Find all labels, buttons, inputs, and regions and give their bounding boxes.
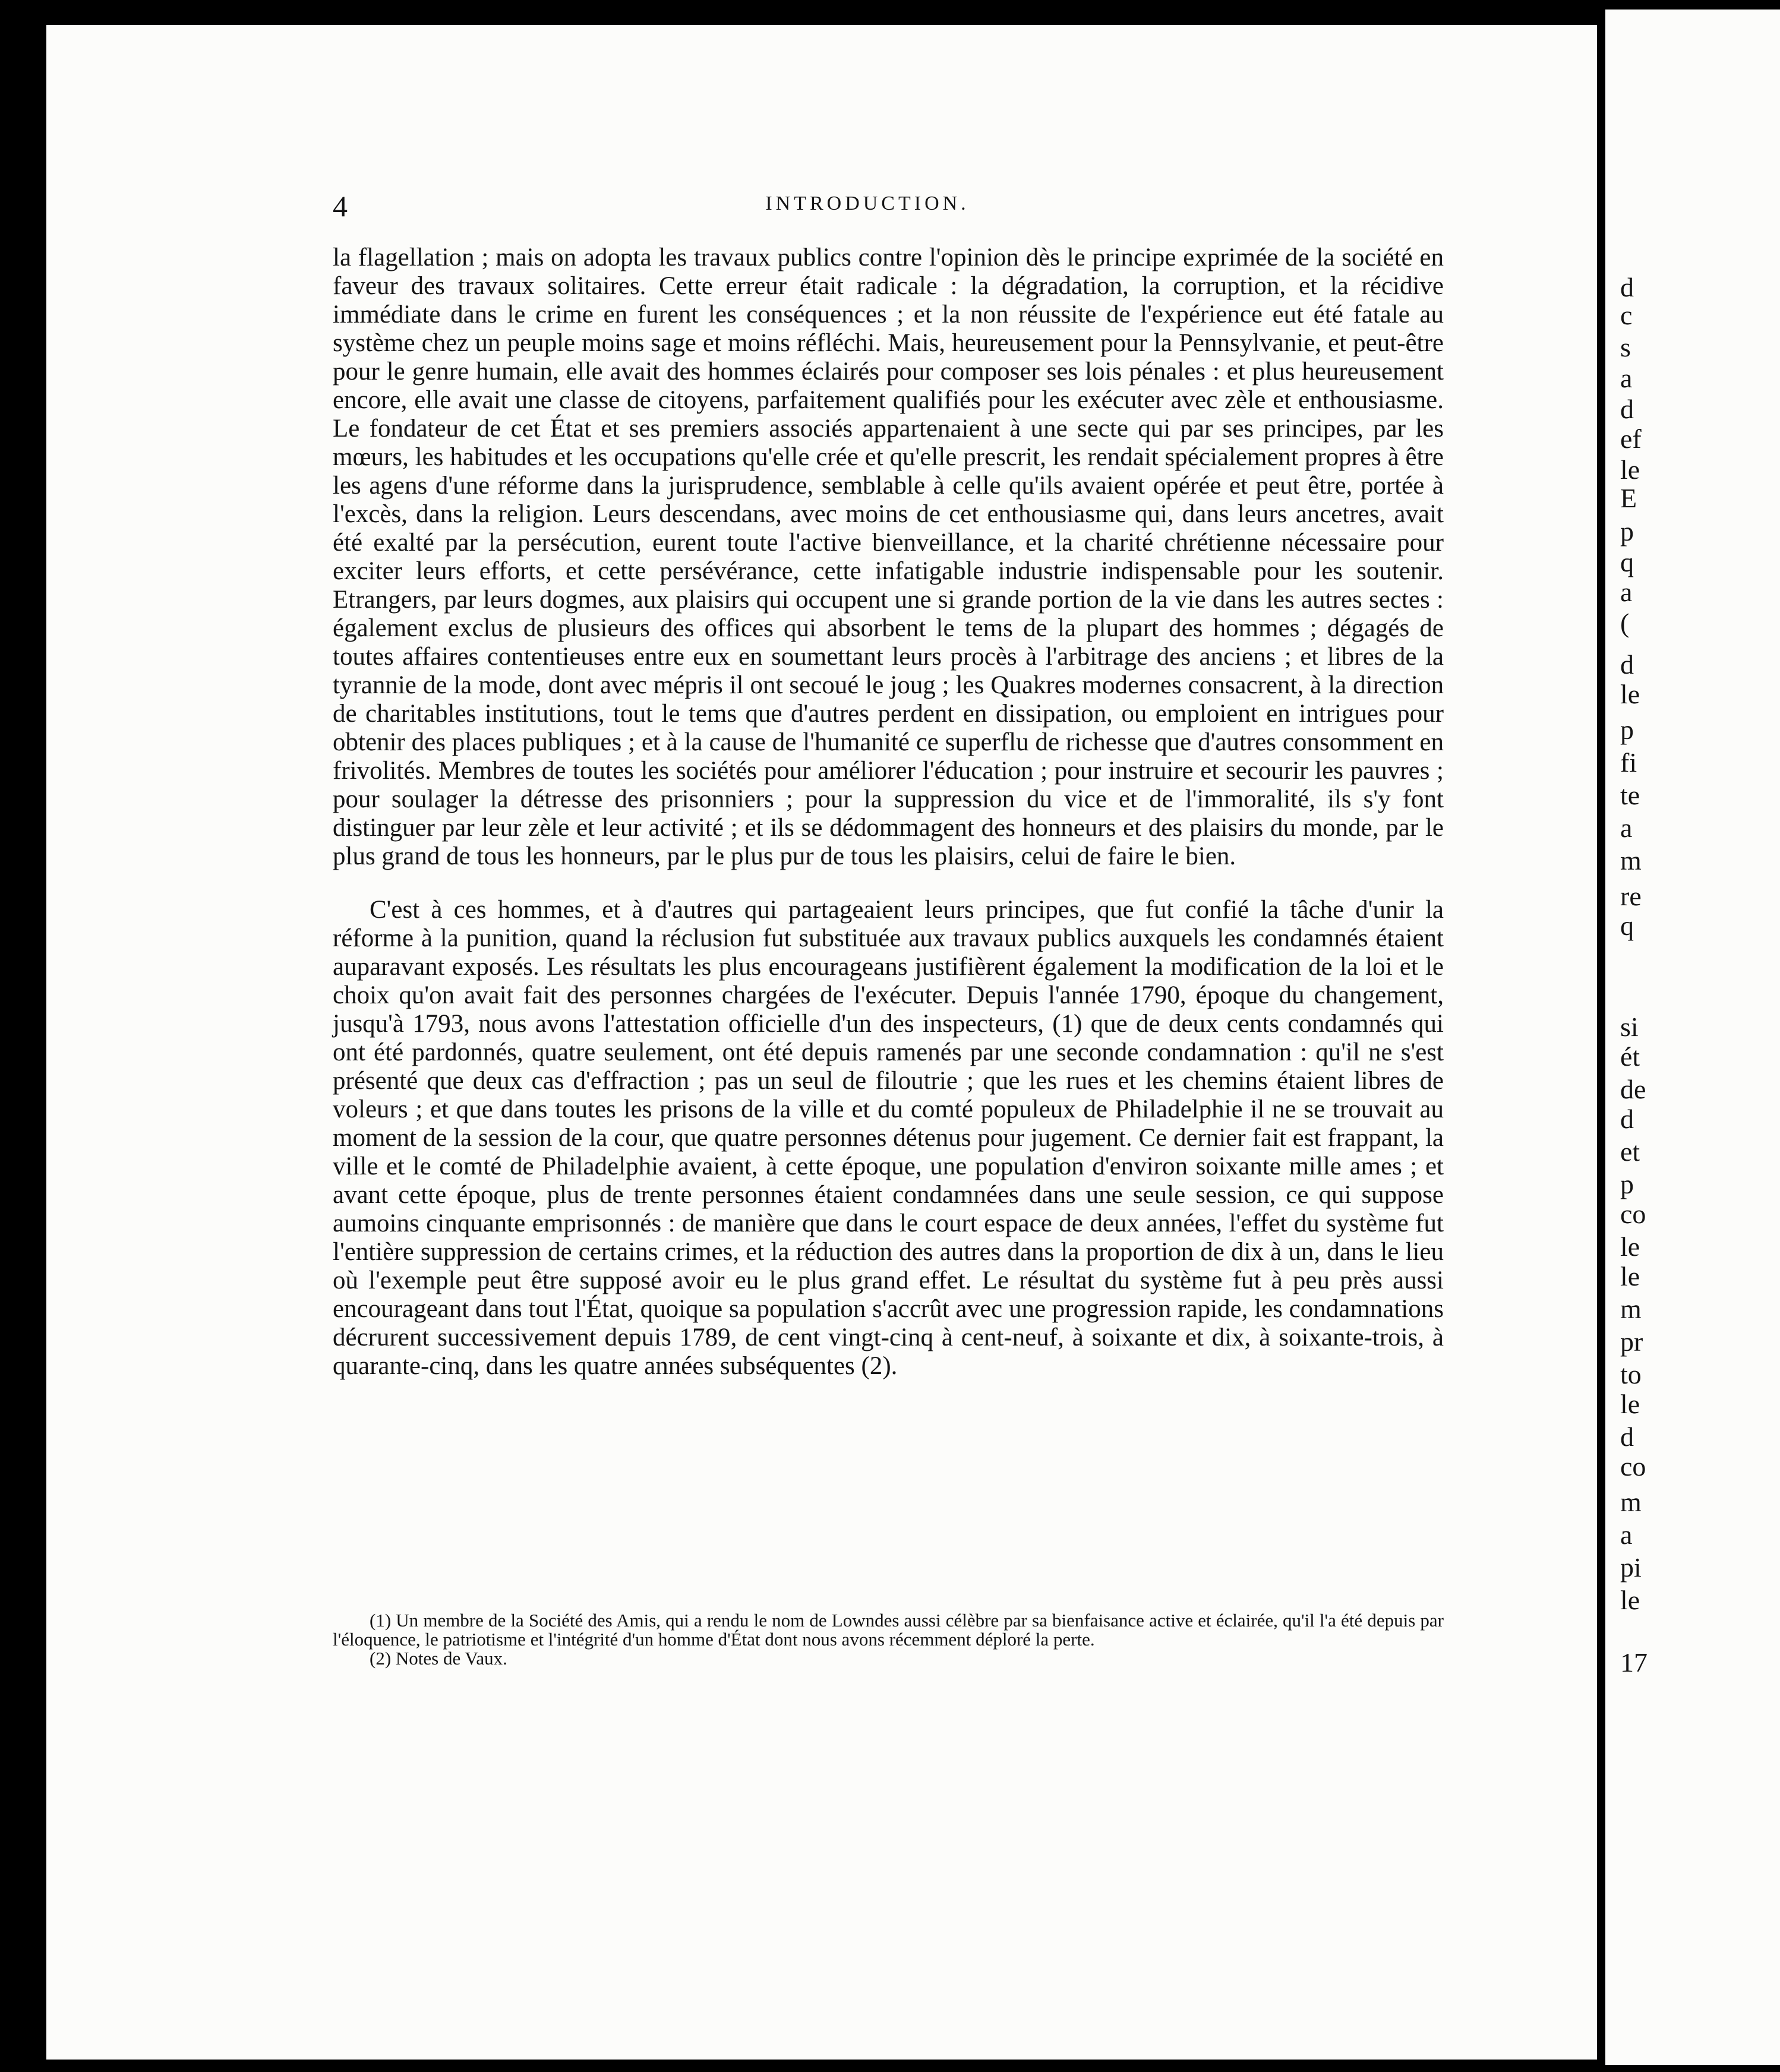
facing-page-letter: d: [1620, 1422, 1634, 1452]
facing-page-letter: E: [1620, 483, 1637, 513]
facing-page-letter: c: [1620, 300, 1633, 330]
facing-page-letter: le: [1620, 1261, 1640, 1291]
facing-page-letter: le: [1620, 1389, 1640, 1419]
paragraph: la flagellation ; mais on adopta les travaux publics contre l'opinion dès le principe exprimée de la société en faveur des travaux solitaires. Cette erreur était radicale : la dégradation, la corruption, et la récidive immédiate dans le crime en furent les conséquences ; et la non réussite de l'expérience eut été fatale au système chez un peuple moins sage et moins réfléchi. Mais, heureusement pour la Pennsylvanie, et peut-être pour le genre humain, elle avait des hommes éclairés pour composer ses lois pénales : et plus heureusement encore, elle avait une classe de citoyens, parfaitement qualifiés pour les exécuter avec zèle et enthousiasme. Le fondateur de cet État et ses premiers associés appartenaient à une secte qui par ses principes, par les mœurs, les habitudes et les occupations qu'elle crée et qu'elle prescrit, les rendait spécialement propres à être les agens d'une réforme dans la jurisprudence, semblable à celle qu'ils avaient opérée et peut être, portée à l'excès, dans la religion. Leurs descendans, avec moins de cet enthousiasme qui, dans leurs ancetres, avait été exalté par la persécution, eurent toute l'active bienveillance, et la charité chrétienne nécessaire pour exciter leurs efforts, et cette persévérance, cette infatigable industrie indispensable pour les soutenir. Etrangers, par leurs dogmes, aux plaisirs qui occupent une si grande portion de la vie dans les autres sectes : également exclus de plusieurs des offices qui absorbent le tems de la plupart des hommes ; dégagés de toutes affaires contentieuses entre eux en soumettant leurs procès à l'arbitrage des anciens ; et libres de la tyrannie de la mode, dont avec mépris il ont secoué le joug ; les Quakres modernes consacrent, à la direction de charitables institutions, tout le tems que d'autres perdent en dissipation, ou emploient en intrigues pour obtenir des places publiques ; et à la cause de l'humanité ce superflu de richesse que d'autres consomment en frivolités. Membres de toutes les sociétés pour améliorer l'éducation ; pour instruire et secourir les pauvres ; pour soulager la détresse des prisonniers ; pour la suppression du vice et de l'immoralité, ils s'y font distinguer par leur zèle et leur activité ; et ils se dédommagent des honneurs et des plaisirs du monde, par le plus grand de tous les honneurs, par le plus pur de tous les plaisirs, celui de faire le bien.: [333, 244, 1444, 870]
facing-page-letter: ét: [1620, 1041, 1640, 1072]
facing-page-letter: le: [1620, 1585, 1640, 1615]
facing-page-letter: q: [1620, 547, 1634, 577]
facing-page-letter: m: [1620, 1294, 1642, 1324]
facing-page-letter: s: [1620, 332, 1631, 362]
facing-page-letter: et: [1620, 1136, 1640, 1167]
footnote: (2) Notes de Vaux.: [370, 1648, 507, 1669]
running-head: [285, 189, 1563, 225]
facing-page-letter: m: [1620, 845, 1642, 876]
facing-page-letter: (: [1620, 608, 1630, 638]
facing-page-letter: pr: [1620, 1326, 1643, 1357]
facing-page-letter: le: [1620, 679, 1640, 709]
footnotes: [333, 1611, 1444, 1668]
facing-page-letter: co: [1620, 1199, 1646, 1229]
page-gutter: [1597, 0, 1605, 2072]
facing-page-letter: te: [1620, 780, 1640, 810]
footnote: (1) Un membre de la Société des Amis, qui a rendu le nom de Lowndes aussi célèbre par sa bienfaisance active et éclairée, qu'il l'a été depuis par l'éloquence, le patriotisme et l'intégrité d'un homme d'État dont nous avons récemment déploré la perte.: [333, 1610, 1444, 1650]
facing-page-letter: to: [1620, 1359, 1642, 1389]
facing-page-letter: p: [1620, 516, 1634, 547]
facing-page-letter: fi: [1620, 747, 1637, 778]
paragraph: C'est à ces hommes, et à d'autres qui partageaient leurs principes, que fut confié la tâche d'unir la réforme à la punition, quand la réclusion fut substituée aux travaux publics auxquels les condamnés étaient auparavant exposés. Les résultats les plus encourageans justifièrent également la modification de la loi et le choix qu'on avait fait des personnes chargées de l'exécuter. Depuis l'année 1790, époque du changement, jusqu'à 1793, nous avons l'attestation officielle d'un des inspecteurs, (1) que de deux cents condamnés qui ont été pardonnés, quatre seulement, ont été depuis ramenés par une seconde condamnation : qu'il ne s'est présenté que deux cas d'effraction ; pas un seul de filoutrie ; que les rues et les chemins étaient libres de voleurs ; et que dans toutes les prisons de la ville et du comté populeux de Philadelphie il ne se trouvait au moment de la session de la cour, que quatre personnes détenus pour jugement. Ce dernier fait est frappant, la ville et le comté de Philadelphie avaient, à cette époque, une population d'environ soixante mille ames ; et avant cette époque, plus de trente personnes étaient condamnées dans une seule session, ce qui suppose aumoins cinquante emprisonnés : de manière que dans le court espace de deux années, l'effet du système fut l'entière suppression de certains crimes, et la réduction des autres dans la proportion de dix à un, dans le lieu où l'exemple peut être supposé avoir eu le plus grand effet. Le résultat du système fut à peu près aussi encourageant dans tout l'État, quoique sa population s'accrût avec une progression rapide, les condamnations décrurent successivement depuis 1789, de cent vingt-cinq à cent-neuf, à soixante et dix, à soixante-trois, à quarante-cinq, dans les quatre années subséquentes (2).: [333, 896, 1444, 1380]
facing-page-letter: a: [1620, 577, 1633, 607]
facing-page-letter: a: [1620, 363, 1633, 393]
facing-page-letter: le: [1620, 454, 1640, 485]
facing-page-letter: 17: [1620, 1647, 1648, 1678]
facing-page-letter: d: [1620, 394, 1634, 424]
facing-page-letter: p: [1620, 715, 1634, 745]
facing-page-letter: q: [1620, 911, 1634, 941]
facing-page-letter: pi: [1620, 1552, 1642, 1583]
page-number: 4: [333, 189, 349, 223]
facing-page-letter: d: [1620, 1104, 1634, 1134]
facing-page-letter: re: [1620, 881, 1642, 911]
facing-page-letter: co: [1620, 1451, 1646, 1482]
page-heading: INTRODUCTION.: [765, 192, 970, 214]
facing-page-letter: si: [1620, 1012, 1639, 1042]
facing-page-letter: d: [1620, 649, 1634, 680]
facing-page-letter: d: [1620, 272, 1634, 302]
body-text: [333, 244, 1444, 1381]
facing-page-letter: le: [1620, 1231, 1640, 1262]
facing-page-edge: [1605, 10, 1780, 2065]
facing-page-letter: a: [1620, 1520, 1633, 1550]
facing-page-letter: p: [1620, 1169, 1634, 1199]
facing-page-letter: m: [1620, 1487, 1642, 1517]
facing-page-letter: a: [1620, 813, 1633, 843]
facing-page-letter: ef: [1620, 424, 1642, 454]
facing-page-letter: de: [1620, 1074, 1646, 1104]
